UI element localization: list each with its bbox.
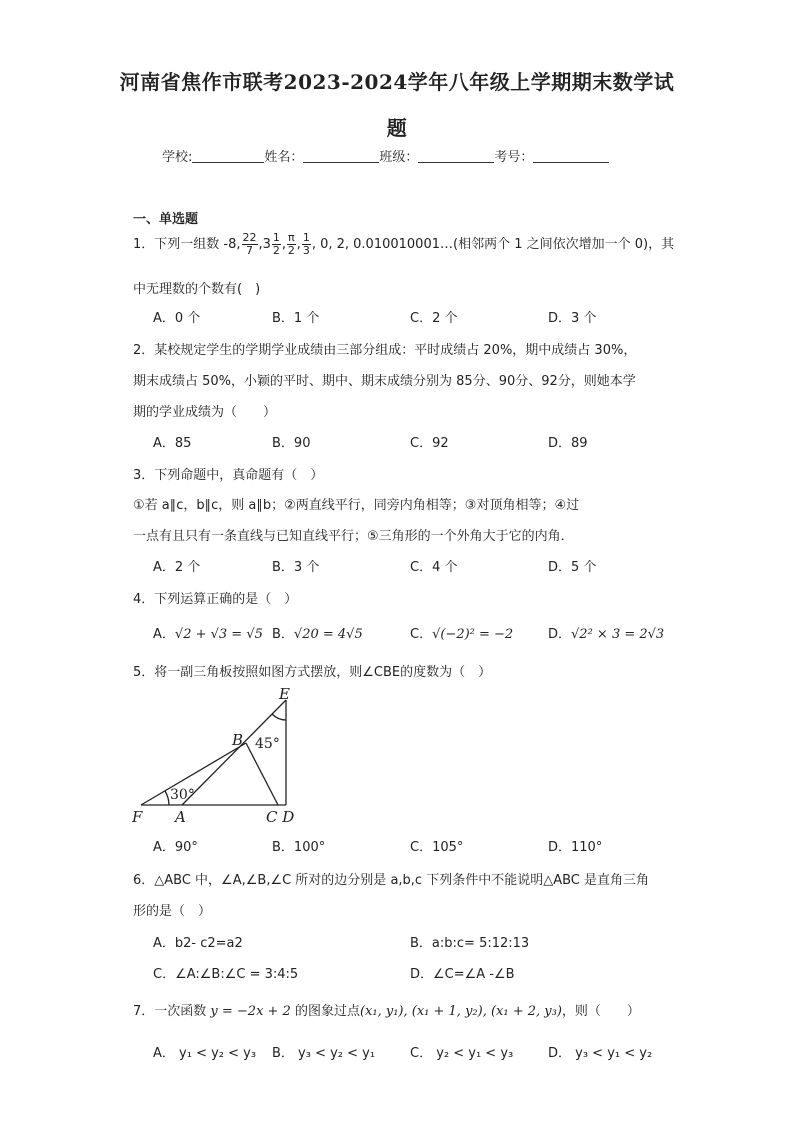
frac-1-2: $\frac{1}{2}$ (272, 231, 280, 257)
q1-line2: 中无理数的个数有( ) (133, 282, 261, 297)
class-label: 班级： (379, 150, 419, 165)
q5-option-b[interactable]: B．100° (272, 840, 326, 855)
label-45-degrees: 45° (255, 736, 280, 752)
frac-pi-2: $\frac{\pi}{2}$ (287, 231, 295, 257)
section-heading: 一、单选题 (133, 212, 199, 227)
label-f: F (132, 808, 143, 826)
q6-option-d[interactable]: D．∠C=∠A -∠B (410, 967, 515, 982)
angle-arc-e (272, 714, 286, 720)
q2-line3: 期的学业成绩为（ ） (133, 405, 277, 420)
label-cd: C D (266, 808, 295, 826)
page-title-line2: 题 (386, 116, 408, 140)
frac-1-3: $\frac{1}{3}$ (302, 231, 310, 257)
q7-points: (x₁, y₁), (x₁ + 1, y₂), (x₁ + 2, y₃) (359, 1004, 562, 1019)
label-30-degrees: 30° (170, 787, 195, 803)
q5-option-c[interactable]: C．105° (410, 840, 464, 855)
q4-option-a[interactable]: A．√2 + √3 = √5 (153, 627, 263, 642)
q3-option-b[interactable]: B．3 个 (272, 560, 320, 575)
q3-line1: 3．下列命题中，真命题有（ ） (133, 468, 324, 483)
q7-option-a[interactable]: A． y₁ < y₂ < y₃ (153, 1046, 257, 1061)
label-b: B (232, 731, 244, 749)
q4-expr-a: √2 + √3 = √5 (174, 627, 263, 642)
q5-option-d[interactable]: D．110° (548, 840, 603, 855)
q2-option-d[interactable]: D．89 (548, 436, 588, 451)
label-e: E (279, 685, 290, 703)
class-blank (418, 149, 494, 163)
q2-option-a[interactable]: A．85 (153, 436, 192, 451)
q3-line2: ①若 a∥c，b∥c，则 a∥b；②两直线平行，同旁内角相等；③对顶角相等；④过 (133, 498, 580, 513)
q3-line3: 一点有且只有一条直线与已知直线平行；⑤三角形的一个外角大于它的内角． (133, 529, 574, 544)
q6-option-a[interactable]: A．b2- c2=a2 (153, 936, 243, 951)
q6-option-c[interactable]: C．∠A:∠B:∠C = 3:4:5 (153, 967, 299, 982)
q4-expr-d: √2² × 3 = 2√3 (571, 627, 665, 642)
school-blank (192, 149, 264, 163)
q1-option-b[interactable]: B．1 个 (272, 311, 320, 326)
q1-line1: 1．下列一组数 -8, $\frac{22}{7}$ ,3 $\frac{1}{2}$ , $\frac{\pi}{2}$ , $\frac{1}{3}$ , 0, 2, 0.010010001…(相邻两个 1 之间依次增加一个 0)，其 (133, 231, 675, 257)
q5-line1: 5．将一副三角板按照如图方式摆放，则∠CBE的度数为（ ） (133, 665, 492, 680)
exam-no-label: 考号： (494, 150, 534, 165)
q1-option-a[interactable]: A．0 个 (153, 311, 201, 326)
q7-option-d[interactable]: D． y₃ < y₁ < y₂ (548, 1046, 653, 1061)
q1-option-d[interactable]: D．3 个 (548, 311, 597, 326)
q4-expr-b: √20 = 4√5 (293, 627, 363, 642)
q6-line1: 6．△ABC 中，∠A,∠B,∠C 所对的边分别是 a,b,c 下列条件中不能说明△ABC 是直角三角 (133, 873, 649, 888)
q2-line1: 2．某校规定学生的学期学业成绩由三部分组成：平时成绩占 20%，期中成绩占 30%， (133, 343, 637, 358)
exam-no-blank (533, 149, 609, 163)
q3-option-a[interactable]: A．2 个 (153, 560, 201, 575)
frac-22-7: $\frac{22}{7}$ (242, 231, 257, 257)
q3-option-c[interactable]: C．4 个 (410, 560, 458, 575)
student-info-row (162, 146, 609, 165)
q7-option-b[interactable]: B． y₃ < y₂ < y₁ (272, 1046, 376, 1061)
q4-option-b[interactable]: B．√20 = 4√5 (272, 627, 363, 642)
name-label: 姓名： (264, 150, 304, 165)
q4-expr-c: √(−2)² = −2 (432, 627, 514, 642)
q4-option-c[interactable]: C．√(−2)² = −2 (410, 627, 514, 642)
q5-triangle-figure (128, 684, 303, 826)
q2-option-b[interactable]: B．90 (272, 436, 311, 451)
page-title-line1: 河南省焦作市联考2023-2024学年八年级上学期期末数学试 (119, 70, 675, 94)
school-label: 学校: (162, 150, 193, 165)
q4-line1: 4．下列运算正确的是（ ） (133, 592, 298, 607)
q7-option-c[interactable]: C． y₂ < y₁ < y₃ (410, 1046, 514, 1061)
q4-option-d[interactable]: D．√2² × 3 = 2√3 (548, 627, 665, 642)
q7-line1: 7．一次函数 y = −2x + 2 的图象过点(x₁, y₁), (x₁ + 1, y₂), (x₁ + 2, y₃)，则（ ） (133, 1004, 640, 1019)
q2-option-c[interactable]: C．92 (410, 436, 449, 451)
q6-line2: 形的是（ ） (133, 904, 212, 919)
q3-option-d[interactable]: D．5 个 (548, 560, 597, 575)
angle-arc-f (165, 791, 169, 805)
name-blank (303, 149, 379, 163)
q7-function: y = −2x + 2 (210, 1004, 291, 1019)
q1-option-c[interactable]: C．2 个 (410, 311, 458, 326)
line-bc (246, 743, 278, 805)
q6-option-b[interactable]: B．a:b:c= 5:12:13 (410, 936, 530, 951)
q5-option-a[interactable]: A．90° (153, 840, 198, 855)
q2-line2: 期末成绩占 50%，小颖的平时、期中、期末成绩分别为 85分、90分、92分，则她本学 (133, 374, 636, 389)
label-a: A (175, 808, 186, 826)
